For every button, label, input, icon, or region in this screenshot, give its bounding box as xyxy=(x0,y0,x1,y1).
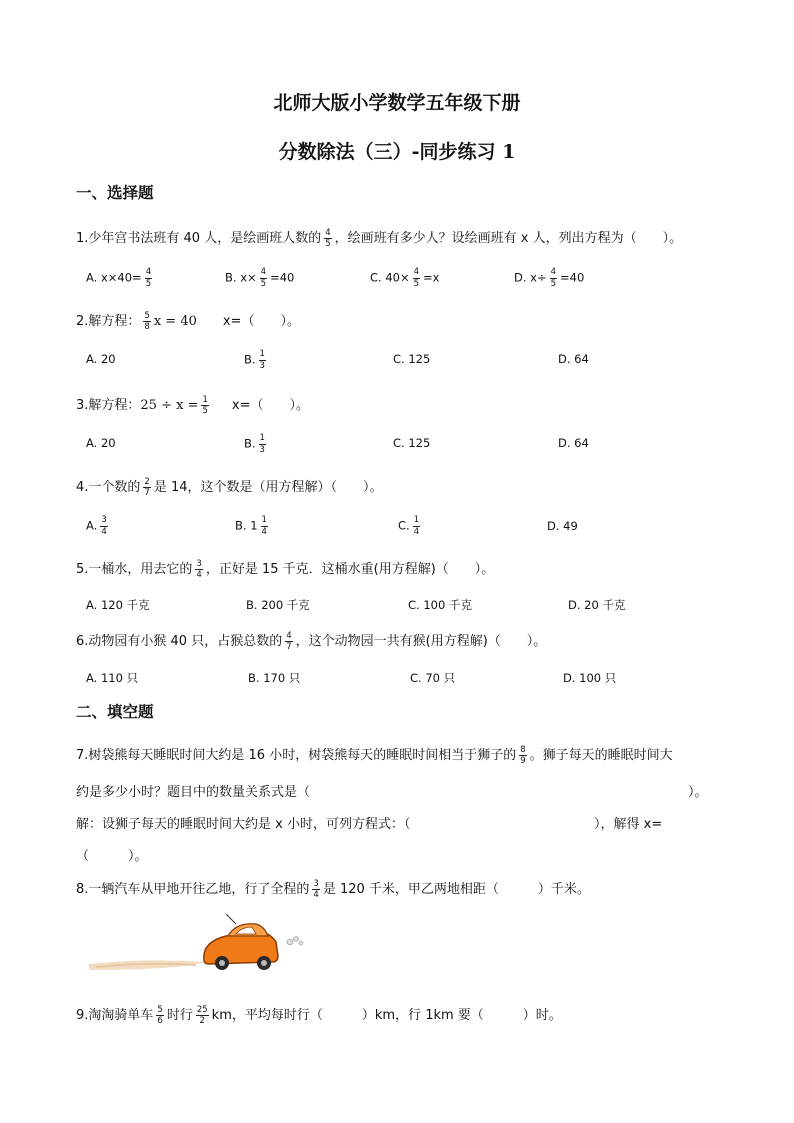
question-7-line2: 约是多少小时？题目中的数量关系式是（ xyxy=(76,785,311,800)
page-title: 北师大版小学数学五年级下册 xyxy=(273,92,521,114)
car-illustration xyxy=(86,912,316,980)
option-6d[interactable]: D. 100 只 xyxy=(563,671,617,685)
option-3b[interactable]: B. $\frac{1}{3}$ xyxy=(244,433,265,455)
option-3d[interactable]: D. 64 xyxy=(558,436,589,450)
question-8: 8.一辆汽车从甲地开往乙地，行了全程的 $\frac{3}{4}$ 是 120 千米，甲乙两地相距（ ）千米。 xyxy=(76,878,590,900)
option-2a[interactable]: A. 20 xyxy=(86,352,116,366)
question-3: 3.解方程：25 ÷ x = $\frac{1}{5}$ x=（ ）。 xyxy=(76,394,309,416)
option-2c[interactable]: C. 125 xyxy=(393,352,431,366)
option-2b[interactable]: B. $\frac{1}{3}$ xyxy=(244,349,265,371)
option-3c[interactable]: C. 125 xyxy=(393,436,431,450)
option-5c[interactable]: C. 100 千克 xyxy=(408,598,472,612)
option-1c[interactable]: C. 40× $\frac{4}{5}$ =x xyxy=(370,267,440,289)
option-6c[interactable]: C. 70 只 xyxy=(410,671,456,685)
option-5d[interactable]: D. 20 千克 xyxy=(568,598,626,612)
option-4a[interactable]: A. $\frac{3}{4}$ xyxy=(86,515,107,537)
question-7-line4[interactable]: （ ）。 xyxy=(76,849,148,864)
question-7-line3-end[interactable]: ），解得 x= xyxy=(594,817,663,832)
option-4d[interactable]: D. 49 xyxy=(547,519,578,533)
option-6a[interactable]: A. 110 只 xyxy=(86,671,139,685)
option-5a[interactable]: A. 120 千克 xyxy=(86,598,150,612)
option-1a[interactable]: A. x×40= $\frac{4}{5}$ xyxy=(86,267,152,289)
question-7-line1: 7.树袋熊每天睡眠时间大约是 16 小时，树袋熊每天的睡眠时间相当于狮子的 $\frac{8}{9}$ 。狮子每天的睡眠时间大 xyxy=(76,744,673,766)
option-5b[interactable]: B. 200 千克 xyxy=(246,598,310,612)
option-4b[interactable]: B. 1 $\frac{1}{4}$ xyxy=(235,515,267,537)
option-6b[interactable]: B. 170 只 xyxy=(248,671,301,685)
question-1: 1.少年宫书法班有 40 人，是绘画班人数的 $\frac{4}{5}$ ，绘画班有多少人？设绘画班有 x 人，列出方程为（ ）。 xyxy=(76,227,683,249)
question-9: 9.淘淘骑单车 $\frac{5}{6}$ 时行 $\frac{25}{2}$ km，平均每时行（ ）km，行 1km 要（ ）时。 xyxy=(76,1004,562,1026)
option-1d[interactable]: D. x÷ $\frac{4}{5}$ =40 xyxy=(514,267,585,289)
question-4: 4.一个数的 $\frac{2}{7}$ 是 14，这个数是（用方程解）（ ）。 xyxy=(76,476,383,498)
option-4c[interactable]: C. $\frac{1}{4}$ xyxy=(398,515,420,537)
question-5: 5.一桶水，用去它的 $\frac{3}{4}$ ，正好是 15 千克．这桶水重(用方程解)（ ）。 xyxy=(76,558,495,580)
option-2d[interactable]: D. 64 xyxy=(558,352,589,366)
section-fill-heading: 二、填空题 xyxy=(76,702,154,721)
page-subtitle: 分数除法（三）-同步练习 1 xyxy=(278,141,516,163)
fraction: $\frac{4}{5}$ xyxy=(325,227,331,249)
question-7-blank-1-end[interactable]: ）。 xyxy=(688,785,708,800)
question-6: 6.动物园有小猴 40 只，占猴总数的 $\frac{4}{7}$ ，这个动物园一共有猴(用方程解)（ ）。 xyxy=(76,630,547,652)
option-3a[interactable]: A. 20 xyxy=(86,436,116,450)
section-choice-heading: 一、选择题 xyxy=(76,183,154,202)
question-2: 2.解方程： $\frac{5}{8}$ x = 40 x=（ ）。 xyxy=(76,310,300,332)
question-7-line3: 解：设狮子每天的睡眠时间大约是 x 小时，可列方程式：（ xyxy=(76,817,411,832)
option-1b[interactable]: B. x× $\frac{4}{5}$ =40 xyxy=(225,267,295,289)
